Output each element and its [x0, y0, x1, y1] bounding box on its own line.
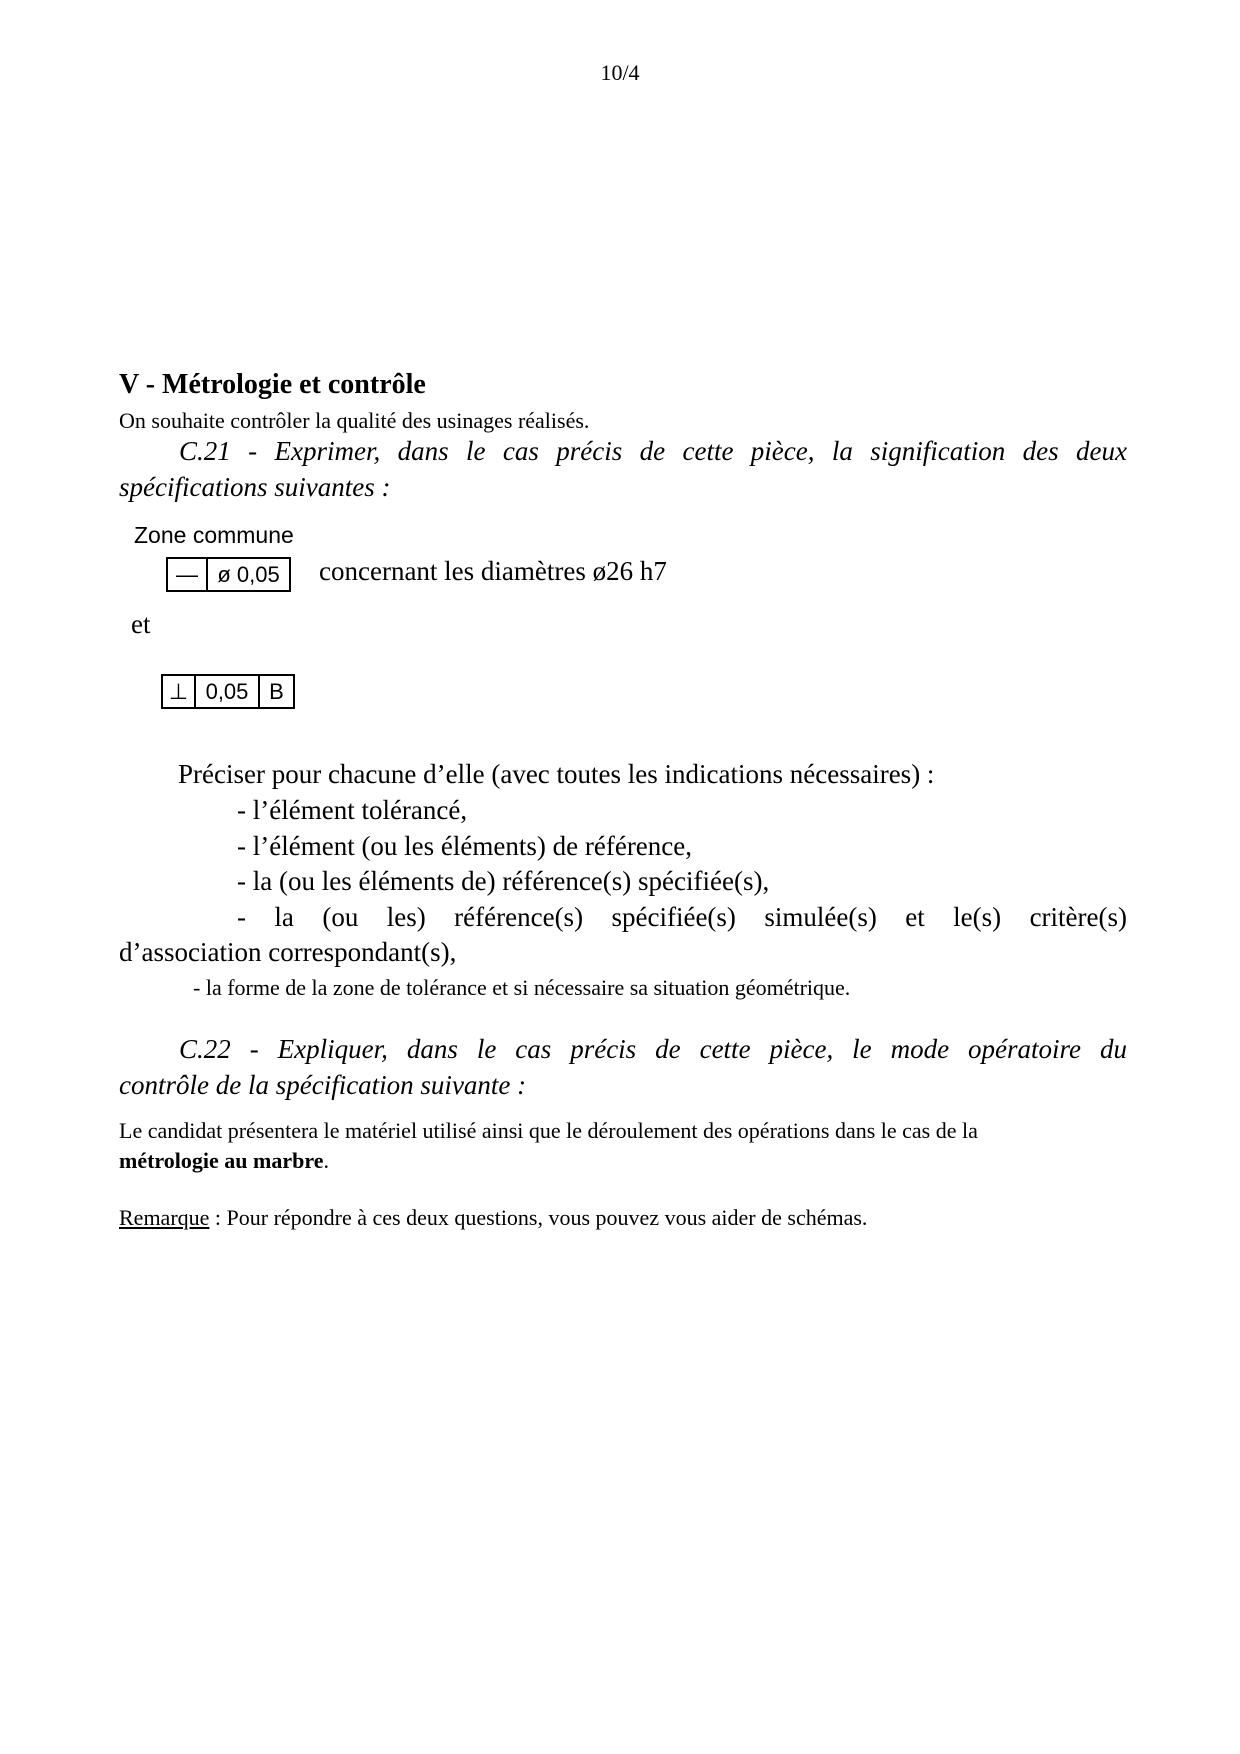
perpendicularity-symbol-icon: ⊥ — [163, 676, 196, 707]
zone-label: Zone commune — [134, 522, 294, 548]
remark-label: Remarque — [119, 1205, 210, 1230]
connector-et: et — [131, 609, 151, 639]
list-item-continuation: d’association correspondant(s), — [119, 937, 457, 967]
datum-reference: B — [269, 678, 284, 704]
section-intro: On souhaite contrôler la qualité des usinages réalisés. — [119, 408, 590, 433]
list-item: - l’élément (ou les éléments) de référence, — [237, 831, 693, 861]
candidate-instructions-line2 — [119, 1148, 329, 1174]
list-item: - la (ou les éléments de) référence(s) spécifiée(s), — [237, 866, 770, 896]
remark-text: : Pour répondre à ces deux questions, vous pouvez vous aider de schémas. — [209, 1205, 868, 1230]
question-c22-line2: contrôle de la spécification suivante : — [119, 1070, 527, 1100]
feature-control-frame-straightness — [166, 557, 291, 592]
spec1-description: concernant les diamètres ø26 h7 — [319, 556, 667, 586]
sentence-end: . — [323, 1148, 329, 1173]
page-number: 10/4 — [600, 60, 640, 85]
question-c21-line2: spécifications suivantes : — [119, 472, 391, 502]
candidate-instructions-line1: Le candidat présentera le matériel utilisé ainsi que le déroulement des opérations dans le cas de la — [119, 1118, 978, 1143]
remark — [119, 1205, 867, 1231]
list-item: - la (ou les) référence(s) spécifiée(s) simulée(s) et le(s) critère(s) — [237, 902, 1127, 932]
question-c21-line1: C.21 - Exprimer, dans le cas précis de cette pièce, la signification des deux — [179, 436, 1127, 466]
tolerance-value: ø 0,05 — [217, 561, 280, 587]
emphasis-text: métrologie au marbre — [119, 1148, 324, 1173]
tolerance-value: 0,05 — [196, 676, 260, 707]
list-item: - l’élément tolérancé, — [237, 795, 468, 825]
list-item: - la forme de la zone de tolérance et si nécessaire sa situation géométrique. — [193, 975, 851, 1000]
section-heading: V - Métrologie et contrôle — [119, 369, 426, 400]
instructions-intro: Préciser pour chacune d’elle (avec toutes les indications nécessaires) : — [178, 759, 935, 789]
straightness-symbol-icon: — — [168, 559, 208, 590]
question-c22-line1: C.22 - Expliquer, dans le cas précis de cette pièce, le mode opératoire du — [179, 1034, 1127, 1064]
feature-control-frame-perpendicularity — [161, 674, 295, 709]
